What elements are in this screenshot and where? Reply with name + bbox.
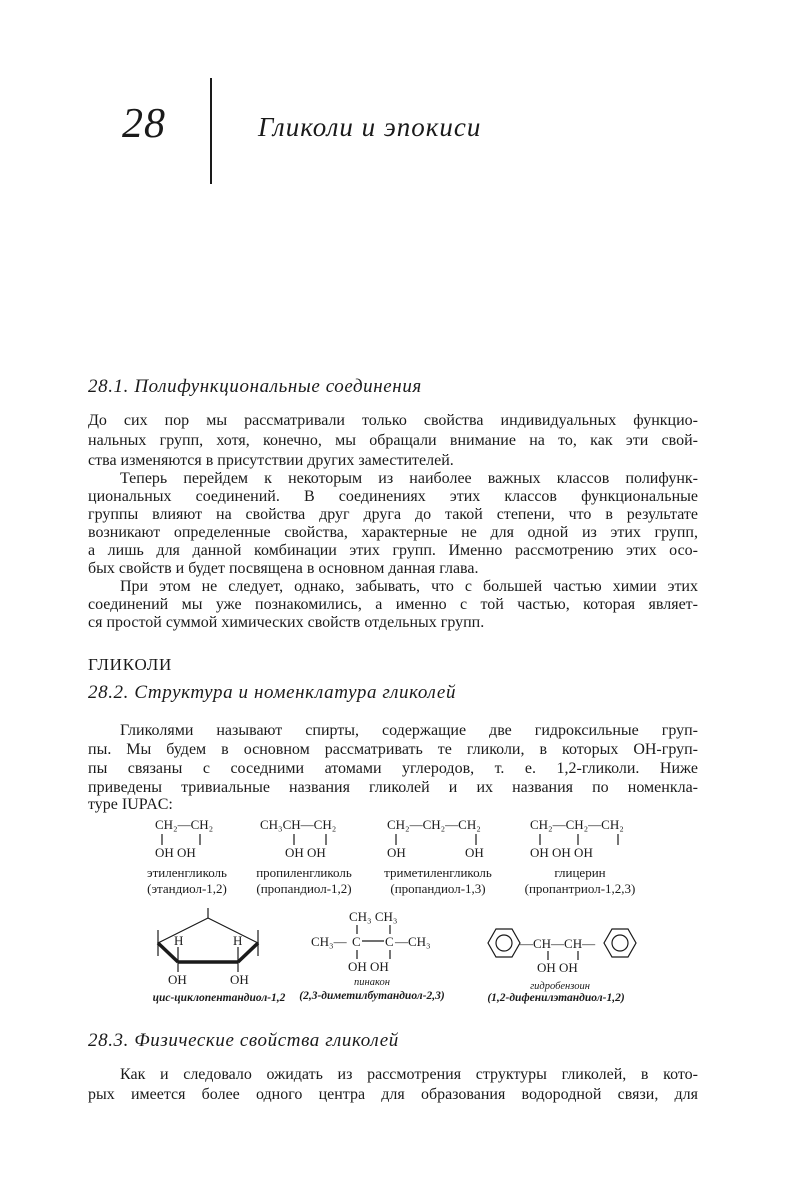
structure-name: пропиленгликоль — [256, 865, 352, 880]
benzene-ring-left — [488, 929, 520, 957]
structure-name: пинакон — [354, 977, 390, 988]
paragraph-line: Как и следовало ожидать из рассмотрения структуры гликолей, в кото- — [120, 1066, 698, 1083]
paragraph-line: До сих пор мы рассматривали только свойства индивидуальных функцио- — [88, 412, 698, 429]
structure-name: цис-циклопентандиол-1,2 — [152, 992, 286, 1004]
paragraph-line: При этом не следует, однако, забывать, что с большей частью химии этих — [120, 578, 698, 595]
structure-formula-top: CH₃CH—CH₂ — [260, 817, 337, 832]
paragraph-line: ся простой суммой химических свойств отдельных групп. — [88, 614, 485, 631]
carbon-label: C — [352, 934, 361, 949]
benzene-aromatic-circle — [612, 935, 628, 951]
section-heading-28-1: 28.1. Полифункциональные соединения — [88, 376, 422, 397]
structure-iupac-name: (пропандиол-1,3) — [390, 881, 486, 896]
hydroxyl-label: OH — [168, 972, 187, 987]
structure-formula-top: CH₂—CH₂—CH₂ — [530, 817, 624, 832]
part-heading-glycols: ГЛИКОЛИ — [88, 655, 173, 674]
paragraph-line: соединений мы уже познакомились, а именно с той частью, которая являет- — [88, 596, 698, 613]
paragraph-line: ства изменяются в присутствии других заместителей. — [88, 452, 454, 469]
paragraph-line: а лишь для данной комбинации этих групп. Именно рассмотрению этих осо- — [88, 542, 698, 559]
paragraph-line: Теперь перейдем к некоторым из наиболее важных классов полифунк- — [120, 470, 698, 487]
structure-iupac-name: (2,3-диметилбутандиол-2,3) — [299, 990, 445, 1002]
pinacol-structure — [299, 909, 445, 1002]
structure-formula-left: CH₃— — [311, 934, 347, 949]
hydroxyl-label: OH — [230, 972, 249, 987]
structure-formula-bottom: OH OH — [537, 960, 578, 975]
paragraph-line: пы связаны с соседними атомами углеродов, т. е. 1,2-гликоли. Ниже — [88, 760, 698, 777]
section-heading-28-2: 28.2. Структура и номенклатура гликолей — [88, 682, 457, 703]
structure-formula-top: CH₃ CH₃ — [349, 909, 398, 924]
structure-name: глицерин — [554, 865, 606, 880]
structure-formula-bottom: OH OH OH — [530, 845, 593, 860]
chapter-number: 28 — [122, 101, 166, 147]
structure-iupac-name: (этандиол-1,2) — [147, 881, 227, 896]
paragraph-line: пы. Мы будем в основном рассматривать те гликоли, в которых ОН-груп- — [88, 741, 698, 758]
paragraph-line: циональных соединений. В соединениях этих классов функциональные — [88, 488, 698, 505]
structure-formula-right: —CH₃ — [395, 934, 431, 949]
structure-name: гидробензоин — [530, 981, 590, 992]
carbon-label: C — [385, 934, 394, 949]
structure-formula-top: CH₂—CH₂ — [155, 817, 214, 832]
structure-formula-bottom-right: OH — [465, 845, 484, 860]
paragraph-line: рых имеется более одного центра для образования водородной связи, для — [88, 1086, 698, 1103]
ethylene-glycol-structure — [147, 817, 227, 896]
paragraph-line: возникают определенные свойства, характерные не для одной из этих групп, — [88, 524, 698, 541]
structure-name: триметиленгликоль — [384, 865, 492, 880]
paragraph-line: нальных групп, хотя, конечно, мы обращали внимание на то, как эти свой- — [88, 432, 698, 449]
hydrogen-label: H — [174, 933, 184, 948]
cyclopentanediol-structure — [153, 908, 286, 1004]
hydrobenzoin-structure — [487, 929, 636, 1004]
paragraph-line: группы влияют на свойства друг друга до такой степени, что в результате — [88, 506, 698, 523]
paragraph-line: приведены тривиальные названия гликолей и их названия по номенкла- — [88, 779, 698, 796]
hydrogen-label: H — [233, 933, 243, 948]
structure-iupac-name: (пропантриол-1,2,3) — [524, 881, 636, 896]
paragraph-line: бых свойств и будет посвящена в основном данная глава. — [88, 560, 479, 577]
chapter-title: Гликоли и эпокиси — [258, 112, 482, 142]
paragraph-line: туре IUPAC: — [88, 796, 173, 813]
structure-formula-bottom: OH OH — [285, 845, 326, 860]
benzene-ring-right — [604, 929, 636, 957]
structure-formula-bottom: OH OH — [155, 845, 196, 860]
structure-formula-middle: —CH—CH— — [520, 936, 596, 951]
structure-formula-bottom-left: OH — [387, 845, 406, 860]
section-heading-28-3: 28.3. Физические свойства гликолей — [88, 1030, 399, 1051]
propylene-glycol-structure — [256, 817, 352, 896]
structure-formula-bottom: OH OH — [348, 959, 389, 974]
trimethylene-glycol-structure — [384, 817, 492, 896]
paragraph-line: Гликолями называют спирты, содержащие две гидроксильные груп- — [120, 722, 698, 739]
glycerol-structure — [525, 817, 636, 896]
structure-iupac-name: (1,2-дифенилэтандиол-1,2) — [487, 992, 625, 1004]
structure-formula-top: CH₂—CH₂—CH₂ — [387, 817, 481, 832]
structure-iupac-name: (пропандиол-1,2) — [256, 881, 352, 896]
structure-name: этиленгликоль — [147, 865, 227, 880]
benzene-aromatic-circle — [496, 935, 512, 951]
